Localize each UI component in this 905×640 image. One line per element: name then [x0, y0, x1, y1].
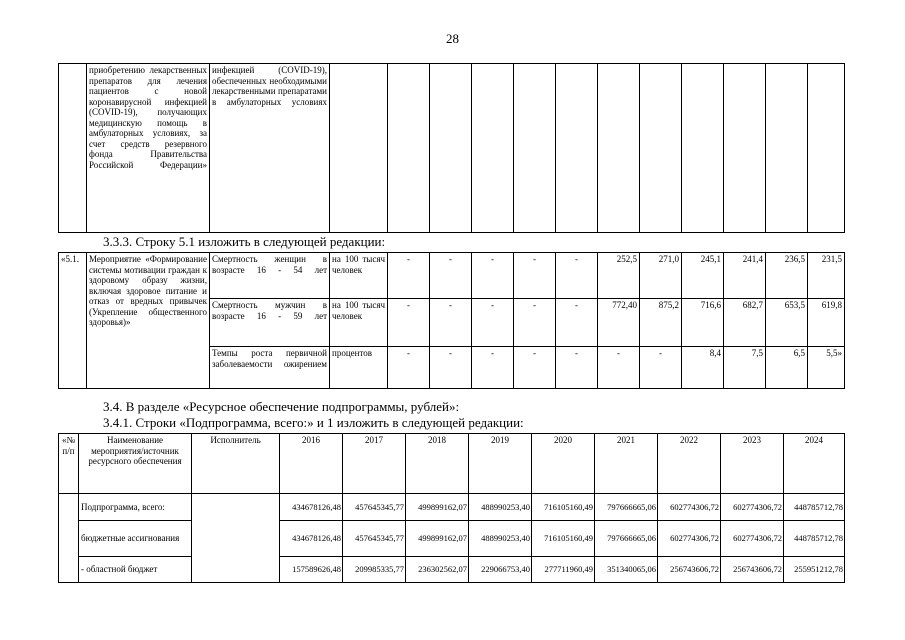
header-year: 2017: [343, 434, 406, 494]
header-executor: Исполнитель: [192, 434, 280, 494]
indicator-unit: на 100 тысяч человек: [330, 299, 388, 347]
indicator-name: Темпы роста первичной заболеваемости ожирением: [210, 347, 330, 389]
row-label: бюджетные ассигнования: [79, 521, 192, 557]
heading-3-4: 3.4. В разделе «Ресурсное обеспечение подпрограммы, рублей»:: [103, 399, 460, 414]
heading-3-3-3: 3.3.3. Строку 5.1 изложить в следующей редакции:: [103, 234, 386, 249]
resources-table: [58, 433, 845, 583]
row-label: - областной бюджет: [79, 557, 192, 583]
header-year: 2022: [658, 434, 721, 494]
row-5-1-table: «5.1. Мероприятие «Формирование системы мотивации граждан к здоровому образу жизни, включая здоровое питание и отказ от вредных привычек (Укрепление общественного здоровья)» Смертность женщин в возрасте 16 - 54 лет на 100 тысяч человек - - - - - 252,5 271,0 245,1 241,4 236,5 231,5 Смертность мужчин в возрасте 16 - 59 лет на 100 тысяч человек - - - - - 772,40 875,2 716,6 682,7 653,5 619,8 Темпы роста первичной заболеваемости ожирением процентов - - - - - - - 8,4 7,5 6,5 5,5»: [58, 252, 845, 389]
table-row: - областной бюджет 157589626,48 209985335,77 236302562,07 229066753,40 277711960,49 351340065,06 256743606,72 256743606,72 255951212,78: [59, 557, 845, 583]
header-year: 2019: [469, 434, 532, 494]
header-name: Наименование мероприятия/источник ресурсного обеспечения: [79, 434, 192, 494]
header-year: 2021: [595, 434, 658, 494]
header-year: 2016: [280, 434, 343, 494]
page-number: 28: [446, 31, 459, 46]
row-5-1-event: Мероприятие «Формирование системы мотивации граждан к здоровому образу жизни, включая здоровое питание и отказ от вредных привычек (Укрепление общественного здоровья)»: [87, 253, 210, 389]
top-cell-num: [59, 64, 87, 233]
table-row: бюджетные ассигнования 434678126,48 457645345,77 499899162,07 488990253,40 716105160,49 797666665,06 602774306,72 602774306,72 448785712,78: [59, 521, 845, 557]
indicator-unit: процентов: [330, 347, 388, 389]
table-row: Подпрограмма, всего: 434678126,48 457645345,77 499899162,07 488990253,40 716105160,49 797666665,06 602774306,72 602774306,72 448785712,78: [59, 494, 845, 521]
indicator-name: Смертность мужчин в возрасте 16 - 59 лет: [210, 299, 330, 347]
top-table: [58, 63, 845, 233]
heading-3-4-1: 3.4.1. Строки «Подпрограмма, всего:» и 1 изложить в следующей редакции:: [103, 415, 524, 430]
row-5-1-number: «5.1.: [59, 253, 87, 389]
top-cell-event: приобретению лекарственных препаратов для лечения пациентов с новой коронавирусной инфекцией (COVID-19), получающих медицинскую помощь в амбулаторных условиях, за счет средств резервного фонда Правительства Российской Федерации»: [87, 64, 210, 233]
header-num: «№ п/п: [59, 434, 79, 494]
header-year: 2020: [532, 434, 595, 494]
row-label: Подпрограмма, всего:: [79, 494, 192, 521]
header-year: 2018: [406, 434, 469, 494]
header-year: 2024: [784, 434, 845, 494]
top-cell-indicator: инфекцией (COVID-19), обеспеченных необходимыми лекарственными препаратами в амбулаторных условиях: [210, 64, 330, 233]
indicator-unit: на 100 тысяч человек: [330, 253, 388, 299]
indicator-name: Смертность женщин в возрасте 16 - 54 лет: [210, 253, 330, 299]
header-year: 2023: [721, 434, 784, 494]
